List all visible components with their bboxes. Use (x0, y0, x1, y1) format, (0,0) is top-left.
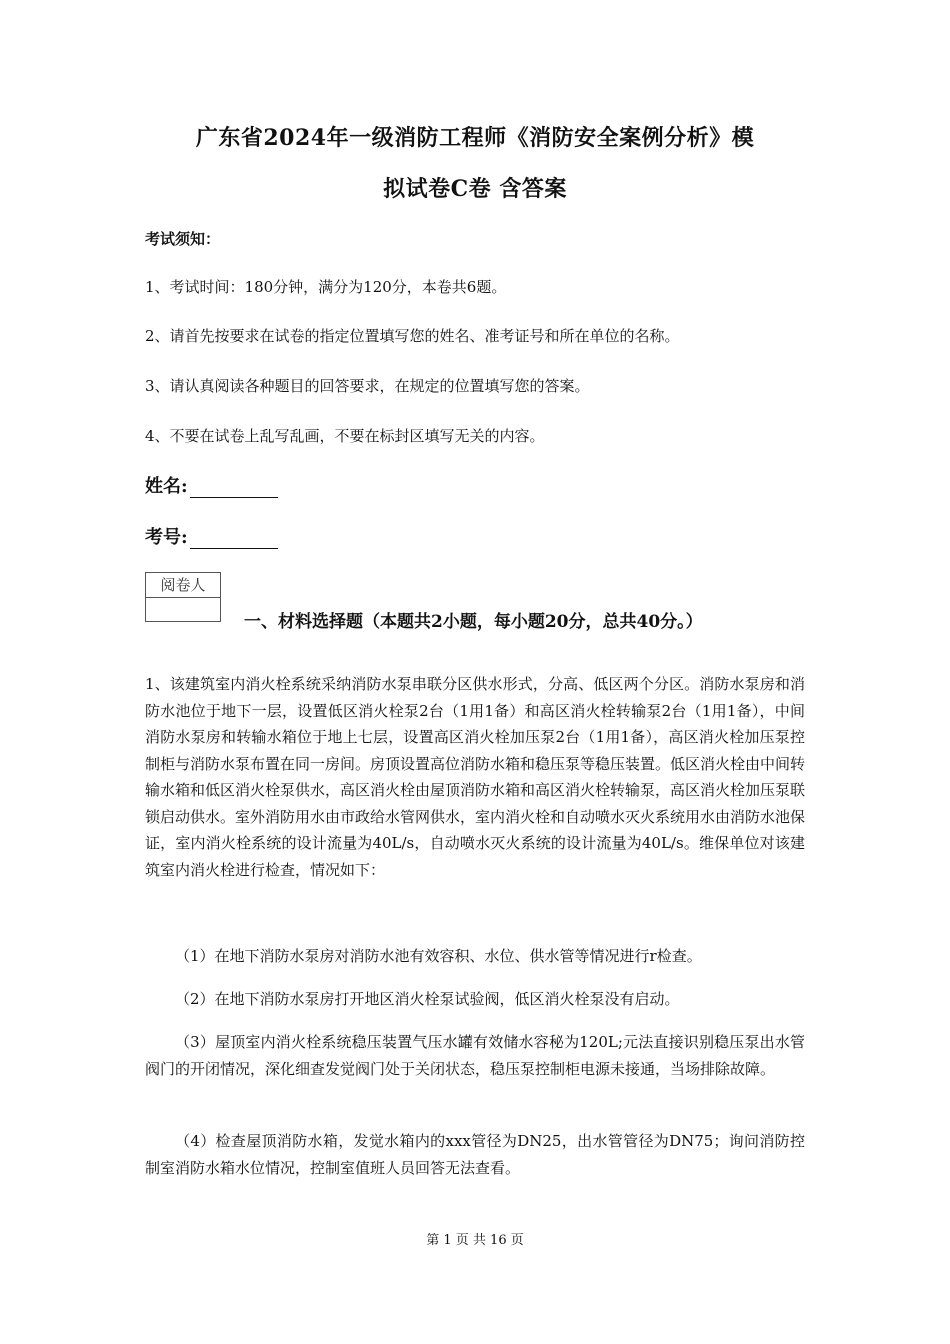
grader-box (145, 572, 221, 622)
page-footer: 第 1 页 共 16 页 (426, 1233, 524, 1248)
question-1-text: 1、该建筑室内消火栓系统采纳消防水泵串联分区供水形式，分高、低区两个分区。消防水泵房和消防水池位于地下一层，设置低区消火栓泵2台（1用1备）和高区消火栓转输泵2台（1用1备），中间消防水泵房和转输水箱位于地上七层，设置高区消火栓加压泵2台（1用1备），高区消火栓加压泵控制柜与消防水泵布置在同一房间。房顶设置高位消防水箱和稳压泵等稳压装置。低区消火栓由中间转输水箱和低区消火栓泵供水，高区消火栓由屋顶消防水箱和高区消火栓转输泵，高区消火栓加压泵联锁启动供水。室外消防用水由市政给水管网供水，室内消火栓和自动喷水灭火系统用水由消防水池保证，室内消火栓系统的设计流量为40L/s，自动喷水灭火系统的设计流量为40L/s。维保单位对该建筑室内消火栓进行检查，情况如下： (145, 675, 806, 879)
exam-id-blank-line[interactable] (190, 530, 278, 549)
document-title-line1: 广东省2024年一级消防工程师《消防安全案例分析》模 (195, 125, 755, 151)
question-1-item: （1）在地下消防水泵房对消防水池有效容积、水位、供水管等情况进行r检查。 (175, 947, 702, 965)
name-blank-line[interactable] (190, 479, 278, 498)
notice-item: 3、请认真阅读各种题目的回答要求，在规定的位置填写您的答案。 (145, 377, 590, 395)
exam-id-label: 考号: (145, 527, 188, 548)
question-1-item: （2）在地下消防水泵房打开地区消火栓泵试验阀，低区消火栓泵没有启动。 (175, 990, 680, 1008)
notice-item: 2、请首先按要求在试卷的指定位置填写您的姓名、准考证号和所在单位的名称。 (145, 327, 680, 345)
question-1-item: （3）屋顶室内消火栓系统稳压装置气压水罐有效储水容秘为120L;元法直接识别稳压泵出水管阀门的开闭情况，深化细查发觉阀门处于关闭状态，稳压泵控制柜电源未接通，当场排除故障。 (145, 1033, 805, 1078)
grader-label: 阅卷人 (146, 573, 220, 598)
exam-id-field (145, 523, 278, 549)
notice-item: 4、不要在试卷上乱写乱画，不要在标封区填写无关的内容。 (145, 427, 545, 445)
document-title-line2: 拟试卷C卷 含答案 (383, 176, 567, 202)
question-1-item: （4）检查屋顶消防水箱，发觉水箱内的xxx管径为DN25，出水管管径为DN75；询问消防控制室消防水箱水位情况，控制室值班人员回答无法查看。 (145, 1132, 805, 1177)
notice-item: 1、考试时间：180分钟，满分为120分，本卷共6题。 (145, 278, 507, 296)
section-title: 一、材料选择题（本题共2小题，每小题20分，总共40分。） (244, 612, 703, 632)
name-label: 姓名: (145, 476, 188, 497)
notice-heading: 考试须知： (145, 230, 221, 248)
name-field (145, 472, 278, 498)
